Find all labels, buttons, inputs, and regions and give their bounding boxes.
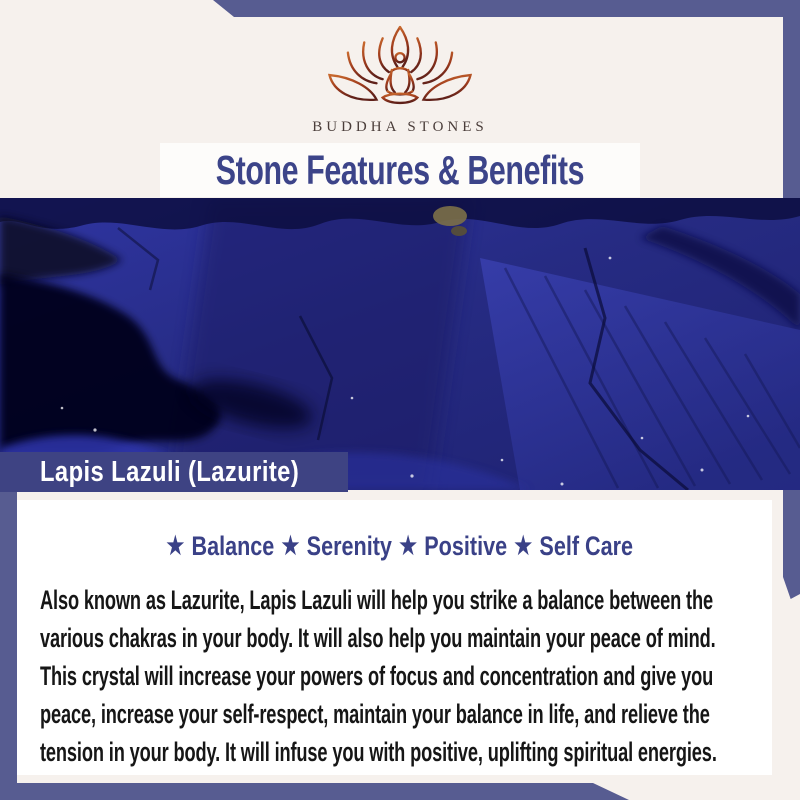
top-frame-band	[213, 0, 800, 17]
section-title: Stone Features & Benefits	[215, 146, 585, 193]
benefit-item: Positive	[424, 531, 508, 561]
stone-description	[40, 581, 800, 771]
description-line: tension in your body. It will infuse you with positive, uplifting spiritual energies.	[40, 737, 717, 767]
description-line: Also known as Lazurite, Lapis Lazuli will help you strike a balance between the	[40, 585, 713, 615]
stone-name: Lapis Lazuli (Lazurite)	[40, 455, 300, 488]
star-icon: ★	[399, 532, 418, 560]
star-icon: ★	[166, 532, 185, 560]
benefit-item: Balance	[191, 531, 275, 561]
star-icon: ★	[281, 532, 300, 560]
lapis-lazuli-stone-image	[0, 198, 800, 490]
brand-name: BUDDHA STONES	[312, 119, 488, 135]
lotus-meditation-logo-icon	[322, 24, 478, 118]
benefit-keywords-row	[0, 531, 800, 562]
description-line: peace, increase your self-respect, maintain your balance in life, and relieve the	[40, 699, 710, 729]
benefit-item: Serenity	[306, 531, 393, 561]
star-icon: ★	[514, 532, 533, 560]
bottom-frame-band	[0, 783, 629, 800]
description-line: various chakras in your body. It will also help you maintain your peace of mind.	[40, 623, 716, 653]
stone-name-band	[0, 452, 348, 492]
description-line: This crystal will increase your powers of focus and concentration and give you	[40, 661, 714, 691]
benefit-item: Self Care	[539, 531, 634, 561]
section-title-band	[160, 143, 640, 197]
